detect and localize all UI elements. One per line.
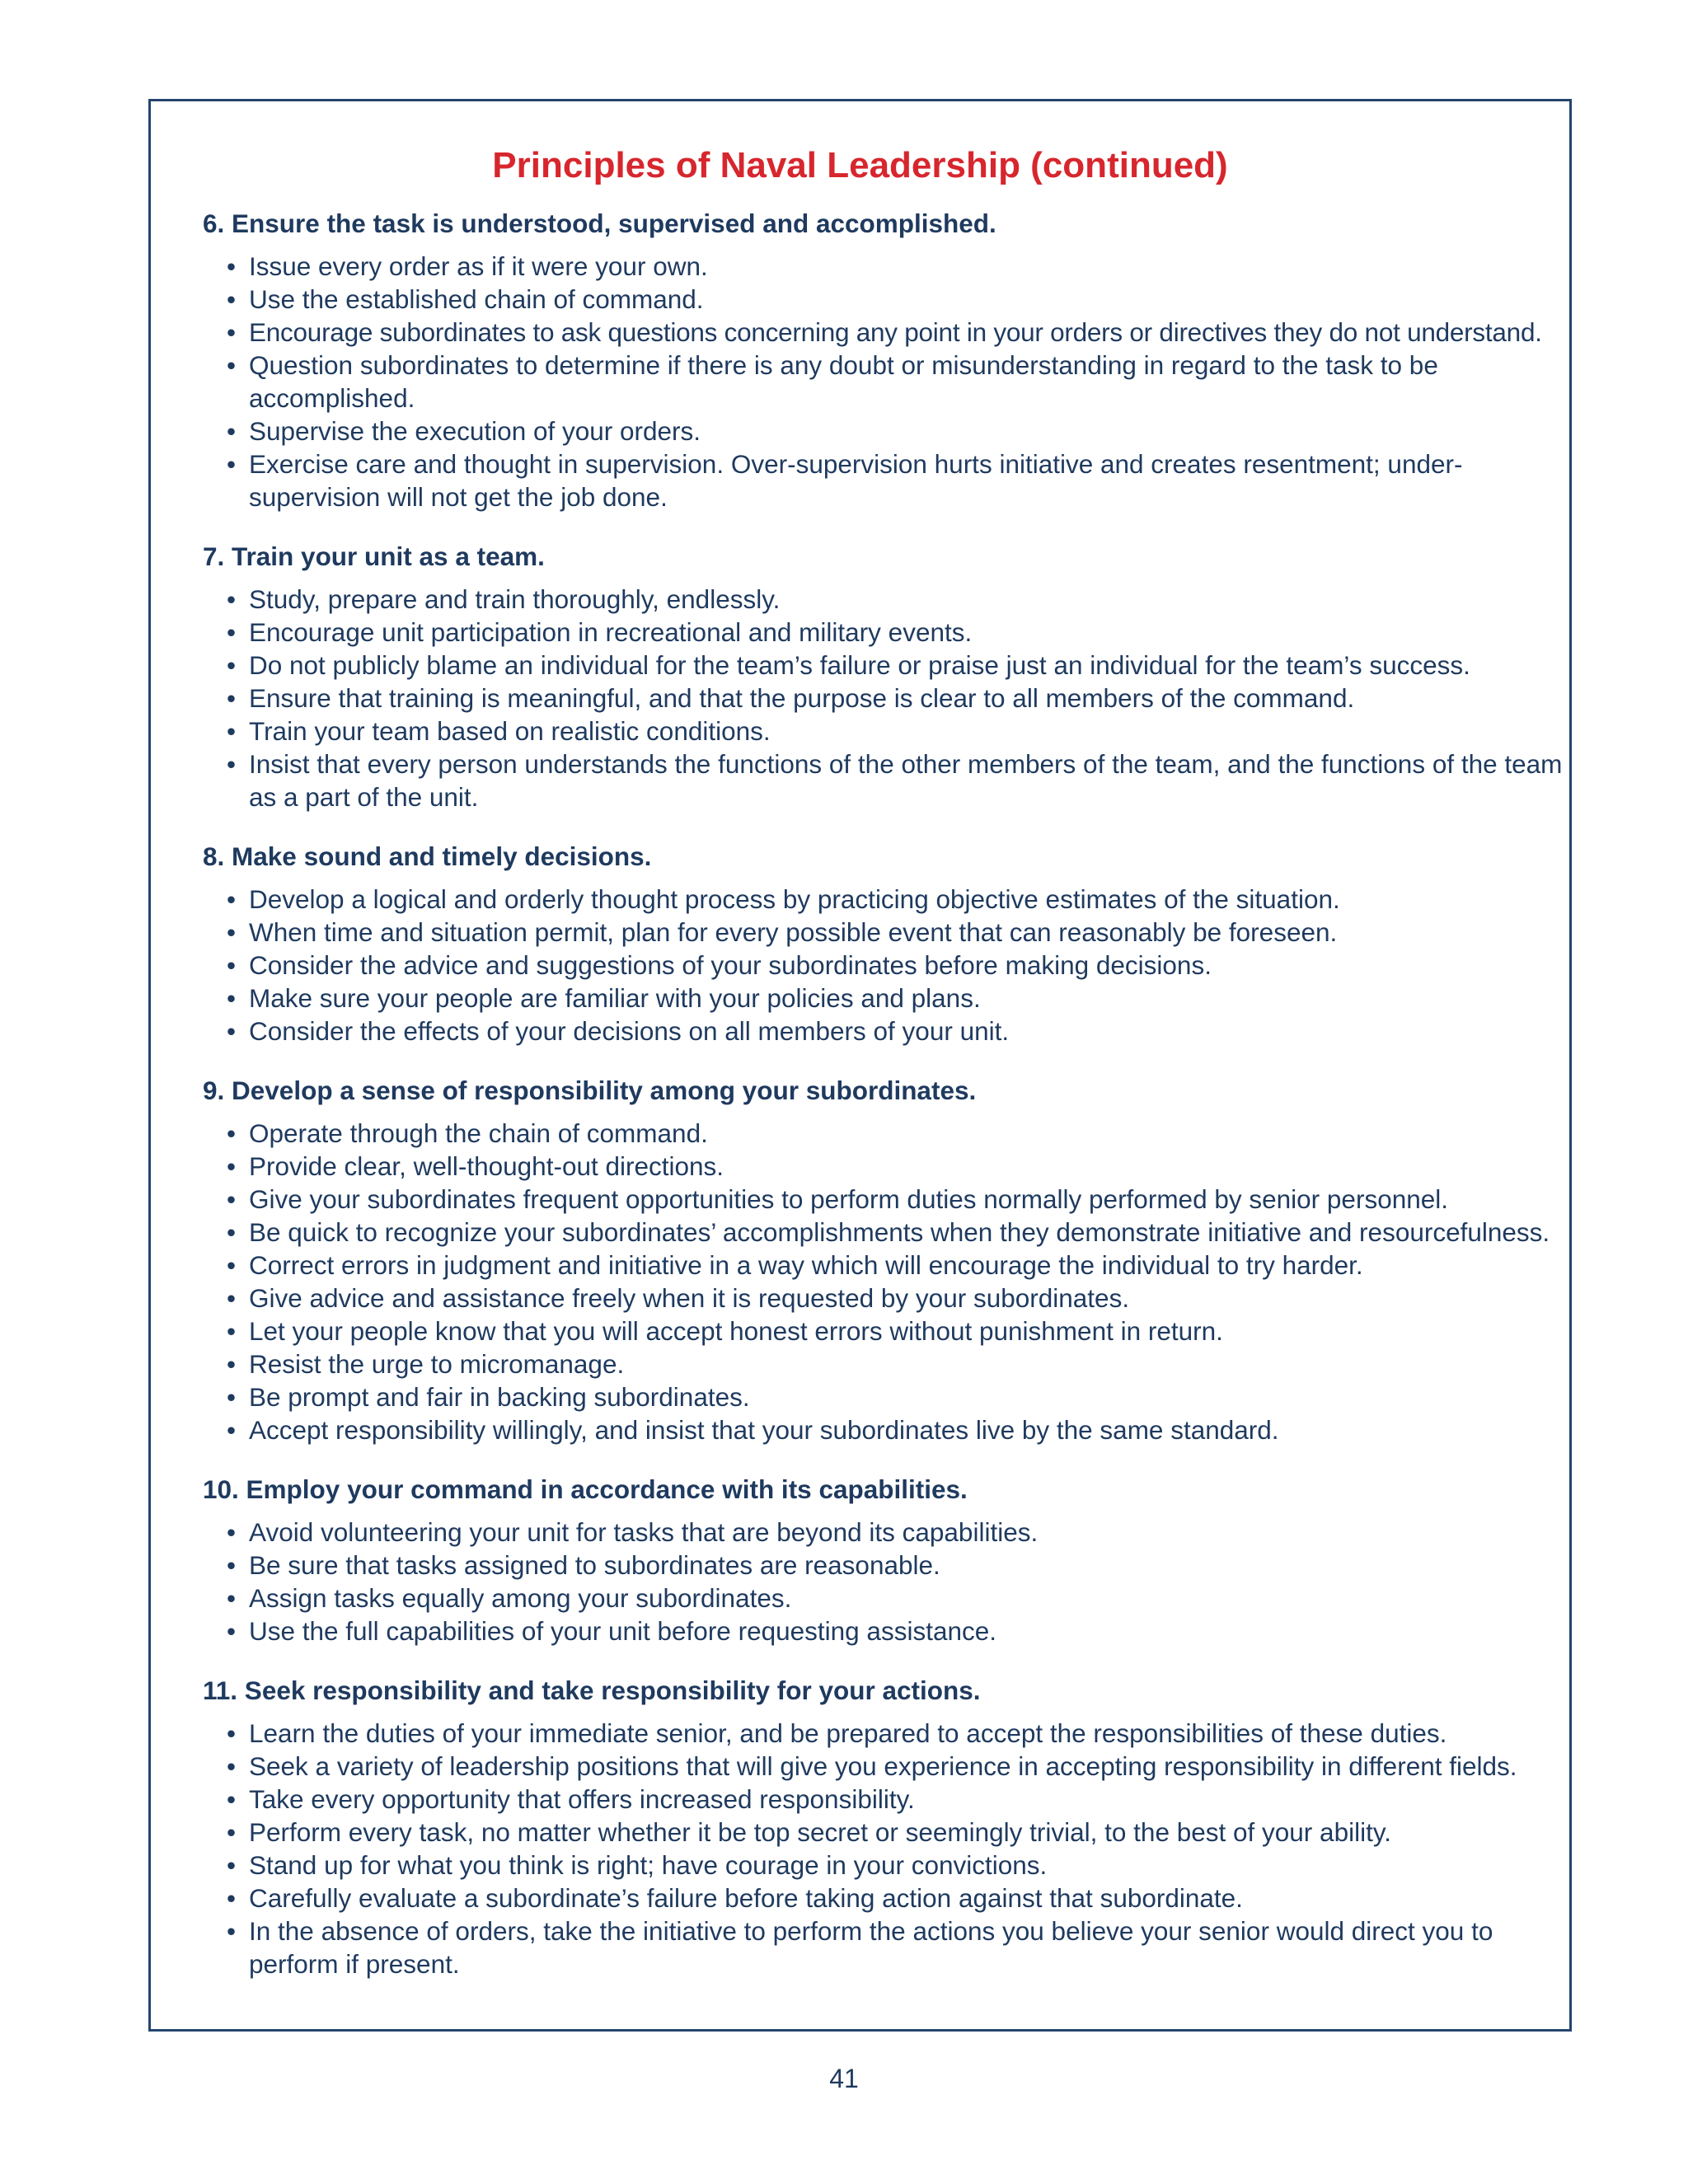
bullet-icon: • — [227, 1751, 237, 1781]
bullet-icon: • — [227, 1118, 237, 1148]
bullet-icon: • — [227, 884, 237, 914]
section-heading: 10. Employ your command in accordance with its capabilities. — [203, 1474, 968, 1504]
bullet-icon: • — [227, 251, 237, 281]
list-item-text: Consider the effects of your decisions on all members of your unit. — [249, 1016, 1010, 1046]
principles-list — [203, 207, 1571, 2007]
list-item-text: In the absence of orders, take the initiative to perform the actions you believe your senior would direct you to perform if present. — [249, 1916, 1493, 1979]
list-item-text: Be quick to recognize your subordinates’ accomplishments when they demonstrate initiative and resourcefulness. — [249, 1217, 1550, 1247]
list-item-text: Study, prepare and train thoroughly, endlessly. — [249, 584, 781, 614]
list-item — [203, 1882, 1571, 1915]
list-item — [203, 1216, 1571, 1249]
principle-section-7 — [203, 540, 1571, 813]
bullet-icon: • — [227, 983, 237, 1013]
bullet-icon: • — [227, 416, 237, 446]
list-item-text: Seek a variety of leadership positions that will give you experience in accepting responsibility in different fields. — [249, 1751, 1517, 1781]
list-item — [203, 1282, 1571, 1315]
bullet-icon: • — [227, 1850, 237, 1880]
bullet-icon: • — [227, 716, 237, 746]
list-item — [203, 1183, 1571, 1216]
bullet-icon: • — [227, 1283, 237, 1313]
bullet-icon: • — [227, 1517, 237, 1547]
list-item — [203, 1015, 1571, 1047]
bullet-icon: • — [227, 1916, 237, 1946]
list-item-text: Correct errors in judgment and initiative in a way which will encourage the individual to try harder. — [249, 1250, 1363, 1280]
list-item — [203, 316, 1571, 349]
list-item — [203, 1249, 1571, 1282]
list-item-text: Encourage unit participation in recreational and military events. — [249, 617, 973, 647]
list-item — [203, 1117, 1571, 1150]
list-item-text: Learn the duties of your immediate senior, and be prepared to accept the responsibilities of these duties. — [249, 1718, 1447, 1748]
list-item-text: When time and situation permit, plan for every possible event that can reasonably be foreseen. — [249, 917, 1338, 947]
page-title: Principles of Naval Leadership (continued) — [492, 145, 1228, 185]
list-item-text: Do not publicly blame an individual for the team’s failure or praise just an individual for the team’s success. — [249, 650, 1470, 680]
bullet-icon: • — [227, 1151, 237, 1181]
principle-section-11 — [203, 1674, 1571, 1980]
principle-section-6 — [203, 207, 1571, 513]
bullet-icon: • — [227, 1784, 237, 1814]
bullet-list — [203, 1717, 1571, 1980]
list-item-text: Insist that every person understands the functions of the other members of the team, and the functions of the team as a part of the unit. — [249, 749, 1563, 812]
list-item — [203, 448, 1571, 513]
list-item-text: Encourage subordinates to ask questions concerning any point in your orders or directives they do not understand. — [249, 317, 1542, 347]
list-item — [203, 1915, 1571, 1980]
list-item — [203, 1750, 1571, 1783]
list-item-text: Let your people know that you will accept honest errors without punishment in return. — [249, 1316, 1223, 1346]
list-item — [203, 682, 1571, 715]
list-item-text: Be prompt and fair in backing subordinates. — [249, 1382, 750, 1412]
list-item-text: Take every opportunity that offers increased responsibility. — [249, 1784, 915, 1814]
bullet-icon: • — [227, 350, 237, 380]
bullet-icon: • — [227, 1382, 237, 1412]
list-item — [203, 1413, 1571, 1446]
list-item-text: Perform every task, no matter whether it be top secret or seemingly trivial, to the best of your ability. — [249, 1817, 1391, 1847]
list-item-text: Use the full capabilities of your unit before requesting assistance. — [249, 1616, 997, 1646]
list-item — [203, 1150, 1571, 1183]
bullet-icon: • — [227, 1184, 237, 1214]
list-item — [203, 616, 1571, 649]
bullet-icon: • — [227, 1883, 237, 1913]
list-item — [203, 748, 1571, 813]
list-item — [203, 1582, 1571, 1615]
bullet-icon: • — [227, 1316, 237, 1346]
bullet-icon: • — [227, 917, 237, 947]
bullet-list — [203, 250, 1571, 513]
list-item — [203, 283, 1571, 316]
bullet-icon: • — [227, 284, 237, 314]
list-item — [203, 1549, 1571, 1582]
list-item-text: Resist the urge to micromanage. — [249, 1349, 625, 1379]
list-item — [203, 916, 1571, 949]
list-item-text: Assign tasks equally among your subordinates. — [249, 1583, 792, 1613]
list-item — [203, 1615, 1571, 1647]
list-item-text: Avoid volunteering your unit for tasks that are beyond its capabilities. — [249, 1517, 1039, 1547]
section-heading: 9. Develop a sense of responsibility among your subordinates. — [203, 1076, 977, 1105]
list-item — [203, 1380, 1571, 1413]
bullet-icon: • — [227, 1583, 237, 1613]
list-item — [203, 883, 1571, 916]
list-item-text: Ensure that training is meaningful, and that the purpose is clear to all members of the command. — [249, 683, 1355, 713]
bullet-icon: • — [227, 1349, 237, 1379]
list-item — [203, 415, 1571, 448]
content-border-frame — [148, 99, 1572, 2032]
list-item — [203, 1347, 1571, 1380]
list-item-text: Give your subordinates frequent opportunities to perform duties normally performed by senior personnel. — [249, 1184, 1449, 1214]
list-item — [203, 1849, 1571, 1882]
bullet-icon: • — [227, 1616, 237, 1646]
bullet-icon: • — [227, 650, 237, 680]
section-heading: 7. Train your unit as a team. — [203, 541, 545, 571]
list-item-text: Make sure your people are familiar with your policies and plans. — [249, 983, 981, 1013]
bullet-icon: • — [227, 683, 237, 713]
list-item — [203, 1717, 1571, 1750]
bullet-icon: • — [227, 1550, 237, 1580]
bullet-list — [203, 1117, 1571, 1446]
list-item — [203, 982, 1571, 1015]
list-item-text: Supervise the execution of your orders. — [249, 416, 701, 446]
bullet-icon: • — [227, 1817, 237, 1847]
principle-section-8 — [203, 840, 1571, 1047]
section-heading: 8. Make sound and timely decisions. — [203, 841, 652, 871]
list-item — [203, 1783, 1571, 1816]
list-item-text: Be sure that tasks assigned to subordinates are reasonable. — [249, 1550, 940, 1580]
page-number: 41 — [829, 2064, 859, 2093]
bullet-list — [203, 583, 1571, 813]
list-item — [203, 1516, 1571, 1549]
list-item — [203, 715, 1571, 748]
list-item-text: Give advice and assistance freely when it is requested by your subordinates. — [249, 1283, 1130, 1313]
list-item-text: Operate through the chain of command. — [249, 1118, 708, 1148]
list-item-text: Stand up for what you think is right; have courage in your convictions. — [249, 1850, 1048, 1880]
principle-section-9 — [203, 1074, 1571, 1446]
list-item — [203, 1315, 1571, 1347]
bullet-icon: • — [227, 1415, 237, 1445]
bullet-icon: • — [227, 584, 237, 614]
bullet-icon: • — [227, 950, 237, 980]
bullet-icon: • — [227, 317, 237, 347]
list-item-text: Use the established chain of command. — [249, 284, 704, 314]
list-item — [203, 1816, 1571, 1849]
bullet-icon: • — [227, 1718, 237, 1748]
bullet-icon: • — [227, 1217, 237, 1247]
list-item-text: Train your team based on realistic conditions. — [249, 716, 771, 746]
list-item-text: Issue every order as if it were your own. — [249, 251, 708, 281]
bullet-icon: • — [227, 1250, 237, 1280]
list-item-text: Provide clear, well-thought-out directions. — [249, 1151, 724, 1181]
list-item-text: Carefully evaluate a subordinate’s failure before taking action against that subordinate. — [249, 1883, 1243, 1913]
list-item-text: Exercise care and thought in supervision. Over-supervision hurts initiative and creates resentment; under-supervision will not get the job done. — [249, 449, 1463, 512]
bullet-icon: • — [227, 617, 237, 647]
section-heading: 11. Seek responsibility and take responsibility for your actions. — [203, 1675, 981, 1705]
bullet-list — [203, 1516, 1571, 1647]
section-heading: 6. Ensure the task is understood, supervised and accomplished. — [203, 209, 996, 238]
list-item-text: Consider the advice and suggestions of your subordinates before making decisions. — [249, 950, 1212, 980]
list-item-text: Question subordinates to determine if there is any doubt or misunderstanding in regard to the task to be accomplished. — [249, 350, 1438, 413]
bullet-icon: • — [227, 449, 237, 479]
list-item — [203, 250, 1571, 283]
bullet-icon: • — [227, 1016, 237, 1046]
list-item — [203, 949, 1571, 982]
bullet-icon: • — [227, 749, 237, 779]
list-item — [203, 583, 1571, 616]
list-item — [203, 649, 1571, 682]
list-item-text: Accept responsibility willingly, and insist that your subordinates live by the same standard. — [249, 1415, 1279, 1445]
list-item-text: Develop a logical and orderly thought process by practicing objective estimates of the situation. — [249, 884, 1340, 914]
bullet-list — [203, 883, 1571, 1047]
principle-section-10 — [203, 1473, 1571, 1647]
list-item — [203, 349, 1571, 415]
